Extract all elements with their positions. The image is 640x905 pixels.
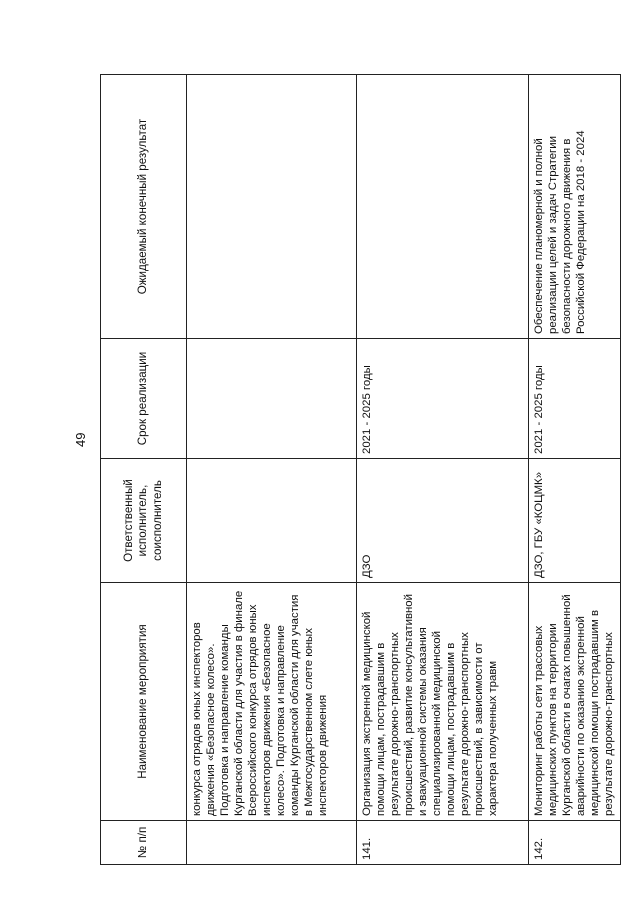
row-term: 2021 - 2025 годы xyxy=(529,339,621,459)
row-responsible xyxy=(187,459,357,583)
row-result xyxy=(357,75,529,339)
measures-table xyxy=(100,74,621,865)
page-number: 49 xyxy=(73,432,88,447)
table-row xyxy=(187,75,357,865)
table-row xyxy=(357,75,529,865)
row-result xyxy=(187,75,357,339)
header-term: Срок реализации xyxy=(101,339,187,459)
row-responsible: ДЗО xyxy=(357,459,529,583)
row-responsible: ДЗО, ГБУ «КОЦМК» xyxy=(529,459,621,583)
header-result: Ожидаемый конечный результат xyxy=(101,75,187,339)
row-number xyxy=(187,821,357,865)
row-number: 142. xyxy=(529,821,621,865)
row-name: Мониторинг работы сети трассовых медицинских пунктов на территории Курганской области в очагах повышенной аварийности по оказанию экстренной медицинской помощи пострадавшим в результате дорожно-транспортных xyxy=(529,583,621,821)
row-term xyxy=(187,339,357,459)
header-number: № п/п xyxy=(101,821,187,865)
row-result: Обеспечение планомерной и полной реализации целей и задач Стратегии безопасности дорожного движения в Российской Федерации на 2018 - 2024 xyxy=(529,75,621,339)
table-row xyxy=(529,75,621,865)
row-number: 141. xyxy=(357,821,529,865)
header-responsible: Ответственный исполнитель, соисполнитель xyxy=(101,459,187,583)
header-name: Наименование мероприятия xyxy=(101,583,187,821)
table-header-row xyxy=(101,75,187,865)
row-name: Организация экстренной медицинской помощи лицам, пострадавшим в результате дорожно-транспортных происшествий, развитие консультативной и эвакуационной системы оказания специализированной медицинской помощи лицам, пострадавшим в результате дорожно-транспортных происшествий, в зависимости от характера полученных травм xyxy=(357,583,529,821)
rotated-table-wrapper xyxy=(100,75,620,865)
row-term: 2021 - 2025 годы xyxy=(357,339,529,459)
row-name: конкурса отрядов юных инспекторов движения «Безопасное колесо». Подготовка и направление команды Курганской области для участия в финале Всероссийского конкурса отрядов юных инспекторов движения «Безопасное колесо». Подготовка и направление команды Курганской области для участия в Межгосударственном слете юных инспекторов движения xyxy=(187,583,357,821)
